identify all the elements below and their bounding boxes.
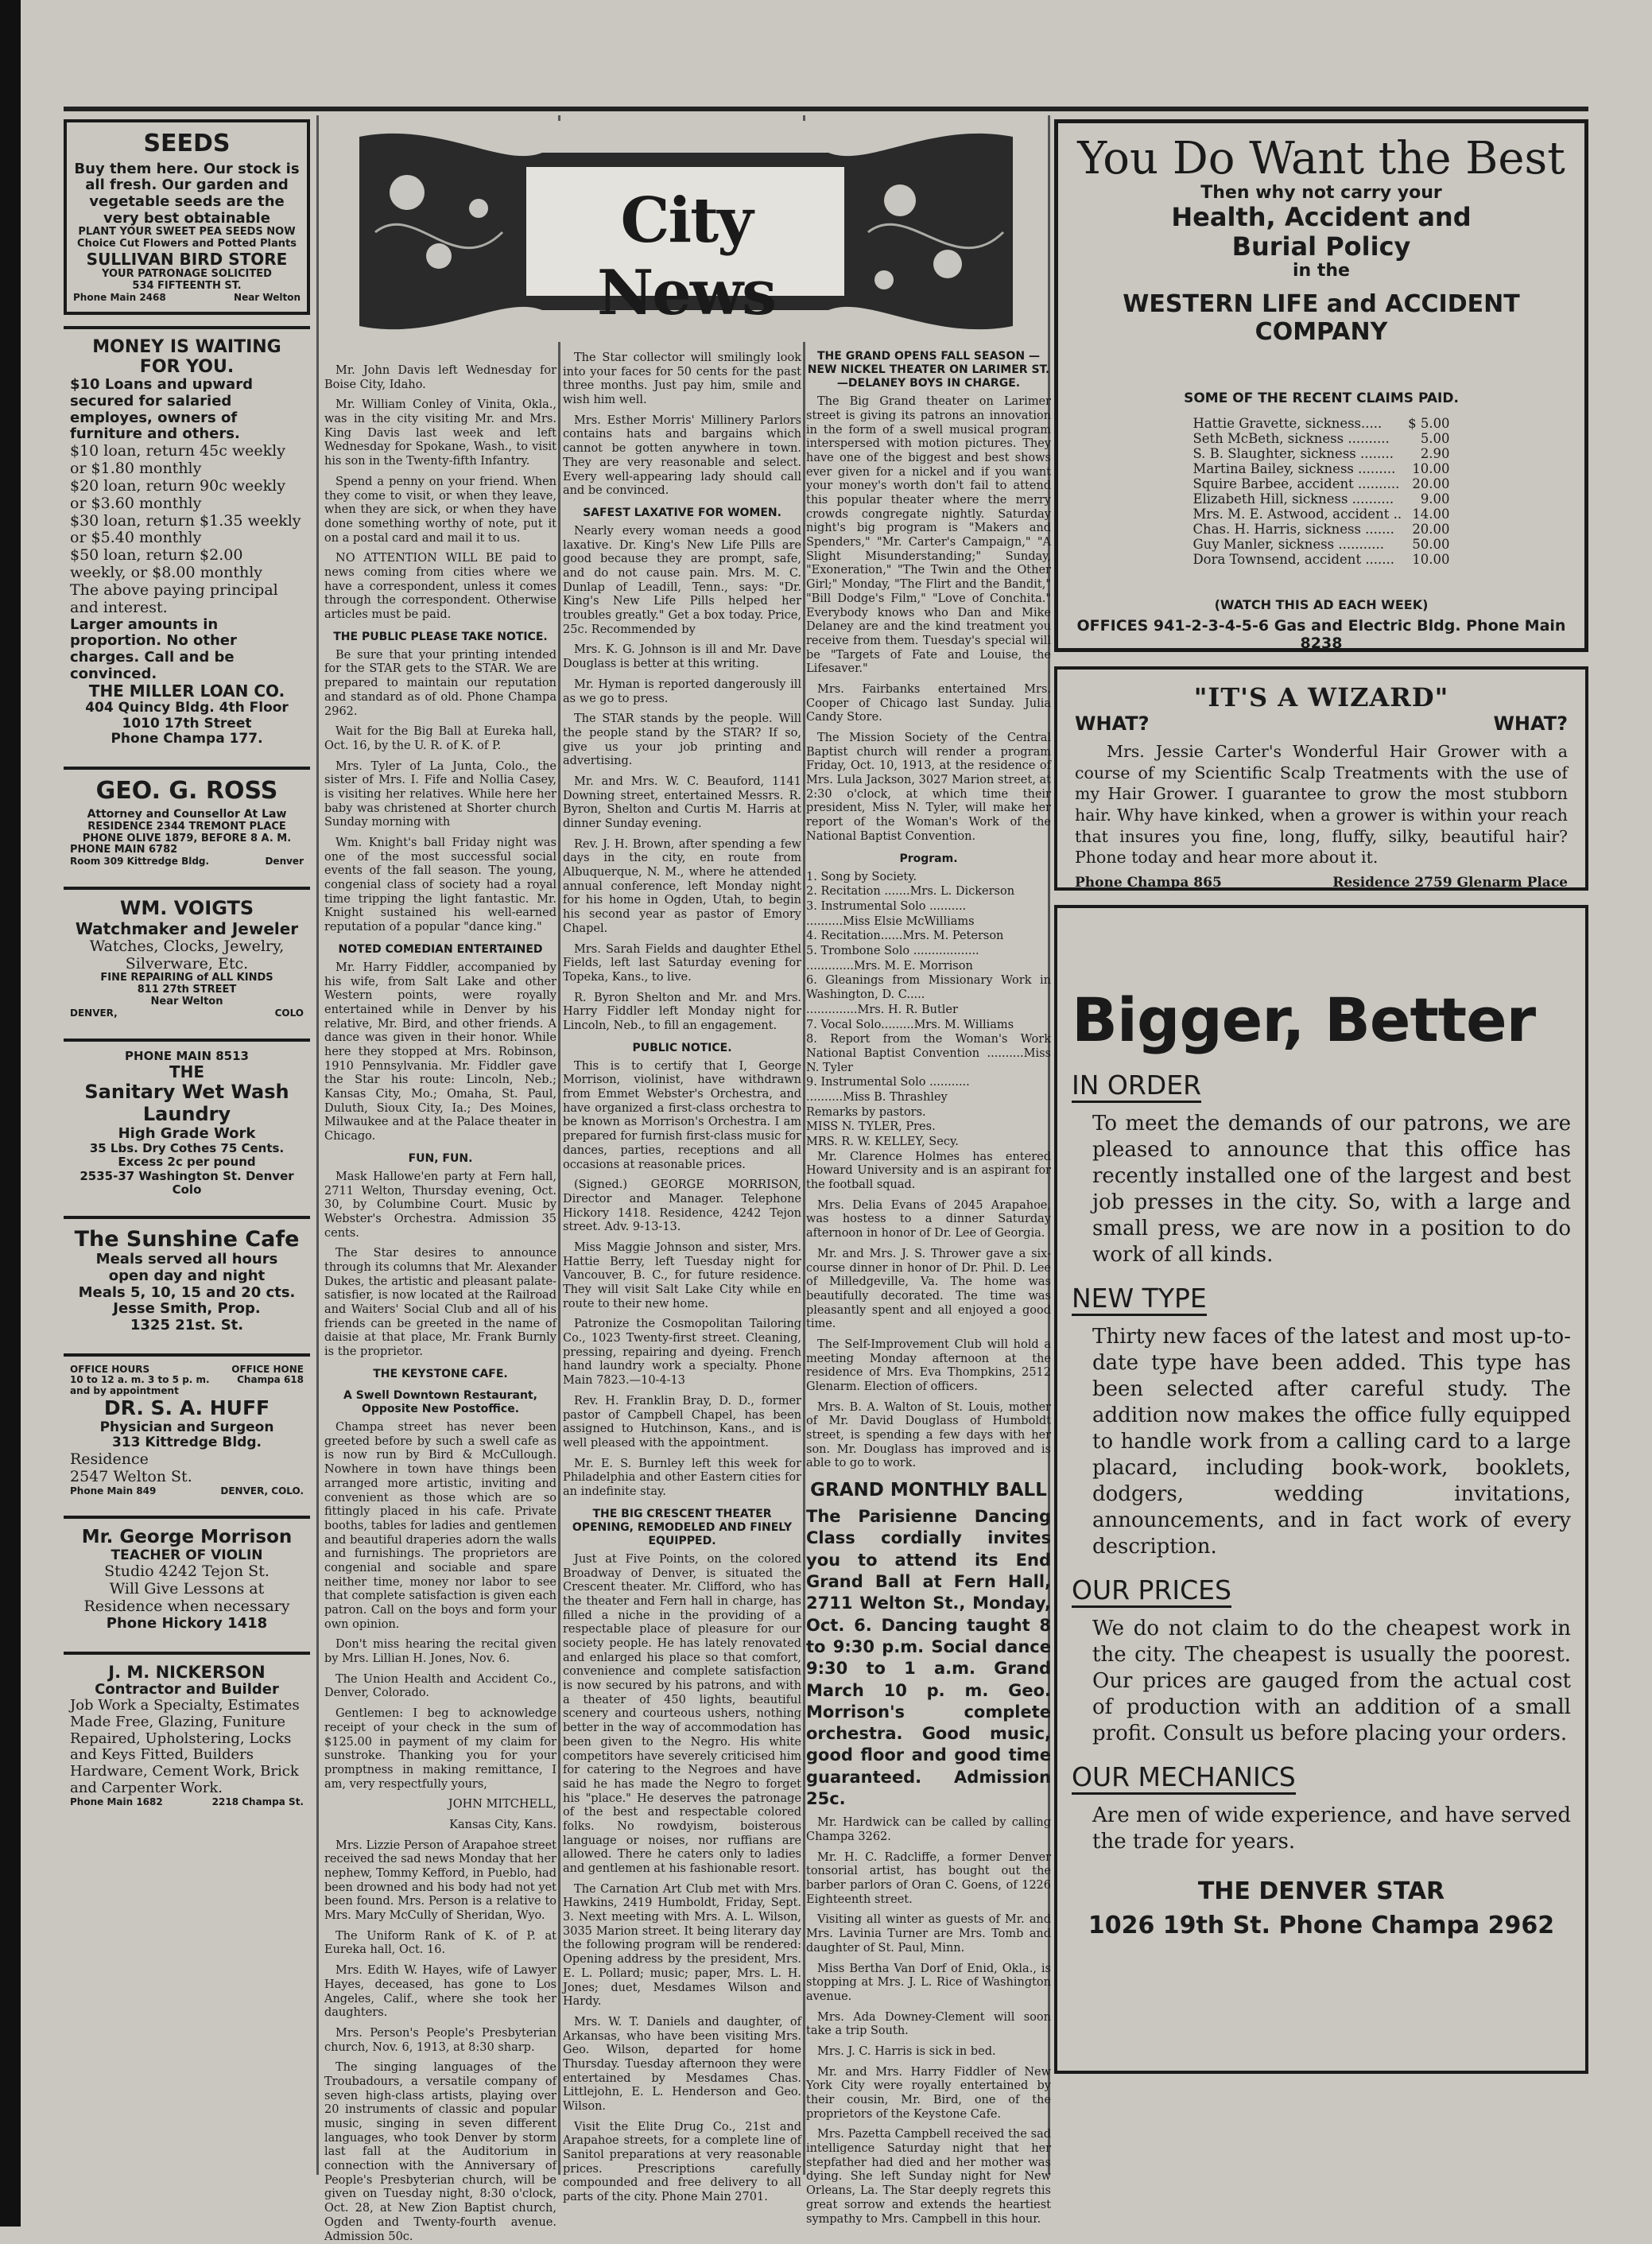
voigts-name: WM. VOIGTS: [119, 897, 254, 920]
news-item: Mr. E. S. Burnley left this week for Philadelphia and other Eastern cities for an indefinite stay.: [563, 1457, 801, 1498]
ross-room: Room 309 Kittredge Bldg.: [70, 856, 210, 868]
western-subhead: Then why not carry your: [1200, 182, 1442, 203]
loan-title: MONEY IS WAITING FOR YOU.: [92, 336, 281, 378]
headline: GRAND MONTHLY BALL: [810, 1480, 1047, 1501]
news-item: Mrs. Fairbanks entertained Mrs. Cooper of Chicago last Sunday. Julia Candy Store.: [806, 682, 1051, 724]
news-column-3: [806, 342, 1051, 2226]
news-item: Mr. H. C. Radcliffe, a former Denver tonsorial artist, has bought out the barber parlors of Oran C. Goens, of 1226 Eighteenth street.: [806, 1850, 1051, 1906]
claim-row: [1189, 552, 1452, 567]
news-item: Mask Hallowe'en party at Fern hall, 2711 Welton, Thursday evening, Oct. 30, by Columbine Court. Music by Webster's Orchestra. Admission 35 cents.: [324, 1170, 556, 1240]
news-item: Mrs. J. C. Harris is sick in bed.: [817, 2044, 996, 2058]
program-item: 8. Report from the Woman's Work National Baptist Convention ..........Miss N. Tyler: [806, 1033, 1051, 1074]
voigts-title: Watchmaker and Jeweler: [75, 918, 299, 938]
news-item: Wm. Knight's ball Friday night was one of the most successful social events of the fall season. The young, congenial class of society had a royal time tripping the light fantastic. Mr. Knight sustained his well-earned reputation of a popular "dance king.": [324, 837, 556, 934]
denver-star-address: 1026 19th St. Phone Champa 2962: [1088, 1912, 1555, 1940]
program-item: 7. Vocal Solo.........Mrs. M. Williams: [806, 1018, 1014, 1031]
news-item: Mr. Hyman is reported dangerously ill as we go to press.: [563, 677, 801, 705]
news-item: Mrs. Sarah Fields and daughter Ethel Fields, left last Saturday evening for Topeka, Kans., to live.: [563, 942, 801, 984]
wizard-body: Mrs. Jessie Carter's Wonderful Hair Grower with a course of my Scientific Scalp Treatments with the use of my Hair Grower. I guarantee to grow the most stubborn hair. Why have kinked, when a grower is within your reach that insures you fine, long, fluffy, silky, beautiful hair? Phone today and hear more about it.: [1075, 742, 1568, 868]
claims-heading: SOME OF THE RECENT CLAIMS PAID.: [1184, 390, 1459, 407]
section-in-order-text: To meet the demands of our patrons, we are pleased to announce that this office has recently installed one of the largest and best job presses in the city. So, with a large and small press, we are now in a position to do work of all kinds.: [1092, 1112, 1571, 1268]
news-item: Mrs. Ada Downey-Clement will soon take a trip South.: [806, 2010, 1051, 2038]
voigts-ad: [64, 887, 310, 1027]
denver-big-heading: Bigger, Better: [1072, 984, 1536, 1055]
claim-name: Elizabeth Hill, sickness ..........: [1192, 491, 1394, 507]
huff-title: Physician and Surgeon: [99, 1419, 274, 1435]
program-item: 1. Song by Society.: [806, 870, 917, 883]
news-item: The STAR stands by the people. Will the people stand by the STAR? If so, give us your job printing and advertising.: [563, 712, 801, 768]
huff-ad: [64, 1353, 310, 1505]
huff-office-label: OFFICE HONE: [231, 1363, 304, 1375]
news-item: The Self-Improvement Club will hold a meeting Monday afternoon at the residence of Mrs. Eva Thompkins, 2512 Glenarm. Election of officers.: [806, 1337, 1051, 1393]
sunshine-cafe-ad: [64, 1216, 310, 1341]
section-our-mechanics: OUR MECHANICS: [1072, 1761, 1296, 1795]
seeds-body: Buy them here. Our stock is all fresh. Our garden and vegetable seeds are the very best obtainable: [74, 160, 300, 227]
program-item: 9. Instrumental Solo ...........: [806, 1076, 970, 1089]
news-item: Mrs. Person's People's Presbyterian church, Nov. 6, 1913, at 8:30 sharp.: [324, 2026, 556, 2054]
news-item: Rev. J. H. Brown, after spending a few days in the city, en route from Albuquerque, N. M., where he attended annual conference, left Monday night for his home in Ogden, Utah, to begin his second year as pastor of Emory Chapel.: [563, 837, 801, 935]
news-item: Miss Maggie Johnson and sister, Mrs. Hattie Berry, left Tuesday night for Vancouver, B. C., for future residence. They will visit Salt Lake City while en route to their new home.: [563, 1240, 801, 1310]
seeds-near: Near Welton: [234, 292, 301, 303]
laundry-the: THE: [169, 1062, 205, 1082]
headline: THE BIG CRESCENT THEATER OPENING, REMODELED AND FINELY EQUIPPED.: [572, 1507, 793, 1547]
laundry-name: Sanitary Wet Wash Laundry: [84, 1081, 289, 1125]
seeds-store: SULLIVAN BIRD STORE: [86, 250, 288, 270]
wizard-hair-ad: [1054, 666, 1588, 891]
wizard-residence: Residence 2759 Glenarm Place: [1332, 874, 1568, 891]
column-rule: [803, 115, 805, 2175]
western-in-the: in the: [1293, 261, 1350, 281]
news-item: The Big Grand theater on Larimer street is giving its patrons an innovation in the form of a swell musical program interspersed with motion pictures. They have one of the biggest and best shows ever given for a nickel and if you want your money's worth don't fail to attend this popular theater where the merry crowds congregate nightly. Saturday night's big program is "Makers and Spenders," "Mr. Carter's Campaign," "A Slight Misunderstanding;" Sunday, "Exoneration," "The Twin and the Other Girl;" Monday, "The Flirt and the Bandit," "Bill Dodge's Film," "Love of Conchita." Everybody knows who Dan and Mike Delaney are and the kind treatment you receive from them. Tuesday's special will be "Targets of Fate and Louise, the Lifesaver.": [806, 395, 1051, 676]
claim-name: Guy Manler, sickness ...........: [1192, 537, 1385, 553]
nickerson-ad: [64, 1652, 310, 1816]
laundry-ad: [64, 1039, 310, 1205]
laundry-line2: 35 Lbs. Dry Cothes 75 Cents.: [89, 1141, 285, 1156]
news-item: Rev. H. Franklin Bray, D. D., former pastor of Campbell Chapel, has been assigned to Hutchinson, Kans., and is well pleased with the appointment.: [563, 1394, 801, 1450]
claim-amount: 10.00: [1412, 552, 1450, 568]
section-in-order: IN ORDER: [1072, 1070, 1201, 1103]
voigts-line2: FINE REPAIRING of ALL KINDS: [100, 972, 273, 984]
news-item: Mrs. Tyler of La Junta, Colo., the sister of Mrs. I. Fife and Nollia Casey, is visiting her relatives. While here her baby was christened at Shorter church Sunday morning with: [324, 759, 556, 829]
loan-line-1: $10 loan, return 45c weekly or $1.80 monthly: [70, 442, 285, 477]
news-item: Mrs. Pazetta Campbell received the sad intelligence Saturday night that her stepfather had died and her mother was dying. She left Sunday night for New Orleans, La. The Star deeply regrets this great sorrow and extends the heartiest sympathy to Mrs. Campbell in this hour.: [806, 2128, 1051, 2226]
program-item: 2. Recitation .......Mrs. L. Dickerson: [806, 885, 1015, 899]
news-item: Nearly every woman needs a good laxative. Dr. King's New Life Pills are good because they are prompt, safe, and do not cause pain. Mrs. M. C. Dunlap of Leadill, Tenn., says: "Dr. King's New Life Pills helped her troubles greatly." Get a box today. Price, 25c. Recommended by: [563, 524, 801, 636]
huff-city: DENVER, COLO.: [220, 1485, 304, 1497]
claim-amount: 10.00: [1412, 461, 1450, 477]
loan-address-2: 1010 17th Street: [122, 715, 252, 732]
huff-building: 313 Kittredge Bldg.: [112, 1435, 262, 1451]
laundry-phone: PHONE MAIN 8513: [125, 1049, 249, 1064]
headline: THE GRAND OPENS FALL SEASON —NEW NICKEL THEATER ON LARIMER ST.—DELANEY BOYS IN CHARGE.: [807, 350, 1050, 390]
claim-amount: 20.00: [1412, 522, 1450, 538]
headline: THE PUBLIC PLEASE TAKE NOTICE.: [333, 630, 548, 643]
news-item: Miss Bertha Van Dorf of Enid, Okla., is stopping at Mrs. J. L. Rice of Washington avenue.: [806, 1962, 1051, 2003]
news-item: Mrs. K. G. Johnson is ill and Mr. Dave Douglass is better at this writing.: [563, 643, 801, 671]
morrison-name: Mr. George Morrison: [81, 1527, 293, 1548]
section-our-prices-text: We do not claim to do the cheapest work in the city. The cheapest is usually the poorest. Our prices are gauged from the actual cost of production with an addition of a small profit. Consult us before placing your orders.: [1092, 1617, 1571, 1746]
nickerson-title: Contractor and Builder: [95, 1680, 279, 1698]
wizard-title: "IT'S A WIZARD": [1193, 682, 1449, 712]
news-item: Spend a penny on your friend. When they come to visit, or when they leave, when they are sick, or when they have done something worthy of note, put it on a postal card and mail it to us.: [324, 475, 556, 545]
news-item: Wait for the Big Ball at Eureka hall, Oct. 16, by the U. R. of K. of P.: [324, 725, 556, 752]
news-item: Patronize the Cosmopolitan Tailoring Co., 1023 Twenty-first street. Cleaning, pressing, repairing and dyeing. French hand laundry work a specialty. Phone Main 7823.—10-4-13: [563, 1318, 801, 1388]
loan-line-5: The above paying principal and interest.: [70, 580, 278, 616]
news-item: Mrs. W. T. Daniels and daughter, of Arkansas, who have been visiting Mrs. Geo. Wilson, departed for home Thursday. Tuesday afternoon they were entertained by Mesdames Chas. Littlejohn, E. L. Henderson and Geo. Wilson.: [563, 2015, 801, 2114]
ross-name: GEO. G. ROSS: [95, 776, 278, 805]
news-column-2: [563, 351, 801, 2204]
subheadline: A Swell Downtown Restaurant, Opposite New Postoffice.: [343, 1388, 537, 1416]
morrison-studio: Studio 4242 Tejon St.: [104, 1563, 270, 1581]
claim-name: Hattie Gravette, sickness.....: [1192, 416, 1382, 432]
program-item: ..............Mrs. H. R. Butler: [806, 1003, 958, 1016]
claim-row: [1189, 416, 1452, 431]
program-item: ..........Miss Elsie McWilliams: [806, 914, 975, 928]
laundry-line1: High Grade Work: [118, 1124, 256, 1142]
news-item: This is to certify that I, George Morrison, violinist, have withdrawn from Emmet Webster's Orchestra, and have organized a first-class orchestra to be known as Morrison's Orchestra. I am prepared for furnish first-class music for dances, parties, receptions and all occasions at reasonable prices.: [563, 1059, 801, 1171]
seeds-line3: YOUR PATRONAGE SOLICITED: [102, 268, 272, 281]
claim-amount: $ 5.00: [1408, 416, 1450, 432]
news-item: The Star collector will smilingly look into your faces for 50 cents for the past three months. Just pay him, smile and wish him well.: [563, 351, 801, 407]
news-item: NO ATTENTION WILL BE paid to news coming from cities where we have a correspondent, unless it comes through the correspondent. Otherwise articles must be paid.: [324, 552, 556, 621]
top-rule: [64, 107, 1588, 111]
news-item: Mrs. Edith W. Hayes, wife of Lawyer Hayes, deceased, has gone to Los Angeles, Calif., where she took her daughters.: [324, 1964, 556, 2020]
news-item: Mr. Harry Fiddler, accompanied by his wife, from Salt Lake and other Western points, were royally entertained while in Denver by his relative, Mr. Bird, and other friends. A dance was given in their honor. While here they stopped at Mrs. Robinson, 1910 Pennsylvania. Mr. Fiddler gave the Star his route: Lincoln, Neb.; Kansas City, Mo.; Omaha, St. Paul, Duluth, Sioux City, Ia.; Des Moines, Milwaukee and at the Palace theater in Chicago.: [324, 961, 556, 1143]
ross-residence: RESIDENCE 2344 TREMONT PLACE: [87, 820, 286, 833]
headline: FUN, FUN.: [408, 1151, 473, 1165]
news-item: Mr. and Mrs. Harry Fiddler of New York City were royally entertained by their cousin, Mr. Bird, one of the proprietors of the Keystone Cafe.: [806, 2065, 1051, 2121]
sunshine-line2: open day and night: [108, 1267, 266, 1284]
nickerson-body: Job Work a Specialty, Estimates Made Free, Glazing, Funiture Repaired, Upholstering, Locks and Keys Fitted, Builders Hardware, Cement Work, Brick and Carpenter Work.: [70, 1697, 300, 1796]
sunshine-address: 1325 21st. St.: [130, 1316, 244, 1334]
ross-phone-1: PHONE OLIVE 1879, BEFORE 8 A. M.: [82, 832, 292, 844]
ball-announcement: The Parisienne Dancing Class cordially invites you to attend its End Grand Ball at Fern Hall, 2711 Welton St., Monday, Oct. 6. Dancing taught 8 to 9:30 p.m. Social dance 9:30 to 1 a.m. Grand March 10 p. m. Geo. Morrison's complete orchestra. Good music, good floor and good time guaranteed. Admission 25c.: [806, 1507, 1051, 1809]
claim-row: [1189, 461, 1452, 476]
western-company: WESTERN LIFE and ACCIDENT COMPANY: [1123, 290, 1520, 347]
section-new-type: NEW TYPE: [1072, 1283, 1207, 1316]
news-item: Mrs. B. A. Walton of St. Louis, mother of Mr. David Douglass of Humboldt street, is spending a few days with her son. Mr. Douglass has improved and is able to go to work.: [806, 1400, 1051, 1470]
news-item: The Star desires to announce through its columns that Mr. Alexander Dukes, the artistic and pleasant palate-satisfier, is now located at the Railroad and Waiters' Social Club and all of his friends can be greeted in the name of daisie at that place, Mr. Frank Burnly is the proprietor.: [324, 1247, 556, 1359]
claim-amount: 20.00: [1412, 476, 1450, 492]
section-new-type-text: Thirty new faces of the latest and most up-to-date type have been added. This type has been selected after careful study. The addition now makes the office fully equipped to handle work from a calling card to a large placard, including book-work, booklets, dodgers, wedding invitations, announcements, and in fact work of every description.: [1092, 1325, 1571, 1559]
loan-line-3: $30 loan, return $1.35 weekly or $5.40 monthly: [70, 511, 301, 547]
laundry-line3: Excess 2c per pound: [118, 1155, 256, 1170]
huff-residence-address: 2547 Welton St.: [70, 1467, 192, 1485]
claim-amount: 5.00: [1420, 431, 1450, 447]
ross-phone-2: PHONE MAIN 6782: [70, 844, 178, 856]
claim-row: [1189, 446, 1452, 461]
loan-line-6: Larger amounts in proportion. No other charges. Call and be convinced.: [70, 615, 237, 682]
voigts-near: Near Welton: [150, 996, 223, 1008]
section-our-mechanics-text: Are men of wide experience, and have served the trade for years.: [1092, 1803, 1571, 1854]
news-item: Mrs. Delia Evans of 2045 Arapahoe, was hostess to a dinner Saturday afternoon in honor of Dr. Lee of Georgia.: [806, 1198, 1051, 1240]
western-policy-2: Burial Policy: [1231, 231, 1411, 262]
loan-phone: Phone Champa 177.: [111, 731, 263, 747]
sunshine-name: The Sunshine Cafe: [74, 1227, 300, 1252]
huff-residence-label: Residence: [70, 1450, 149, 1468]
news-item: Visit the Elite Drug Co., 21st and Arapahoe streets, for a complete line of Sanitol preparations at very reasonable prices. Prescriptions carefully compounded and free delivery to all parts of the city. Phone Main 2701.: [563, 2120, 801, 2204]
morrison-body: Will Give Lessons at Residence when necessary: [83, 1580, 290, 1616]
sunshine-line1: Meals served all hours: [95, 1251, 278, 1268]
claim-amount: 2.90: [1420, 446, 1450, 462]
claim-row: [1189, 537, 1452, 552]
voigts-address: 811 27th STREET: [137, 984, 237, 996]
claim-amount: 14.00: [1412, 507, 1450, 522]
huff-hours-label: OFFICE HOURS: [70, 1363, 150, 1375]
program-item: MISS N. TYLER, Pres.: [806, 1120, 936, 1134]
news-item: Just at Five Points, on the colored Broadway of Denver, is situated the Crescent theater. Mr. Clifford, who has the theater and Fern hall in charge, has filled a niche in the providing of a respectable place of pleasure for our society people. He has lately renovated and enlarged his place so that comfort, convenience and complete satisfaction is now secured by his patrons, and with a theater of 450 lights, beautiful scenery and courteous ushers, nothing better in the way of accommodation has been given to the Negro. His white competitors have severely criticised him for catering to the Negroes and have said he has made the Negro to forget his "place." He deserves the patronage of the best and respectable colored folks. No rowdyism, boisterous language or noises, nor ruffians are allowed. There he caters only to ladies and gentlemen at his fashionable resort.: [563, 1552, 801, 1876]
voigts-state: COLO: [274, 1007, 304, 1019]
wizard-what-left: WHAT?: [1075, 712, 1150, 735]
loan-ad: [64, 326, 310, 755]
program-heading: Program.: [899, 852, 958, 865]
claim-name: Squire Barbee, accident ..........: [1192, 476, 1400, 492]
western-policy-1: Health, Accident and: [1171, 201, 1472, 232]
claim-amount: 9.00: [1420, 491, 1450, 507]
news-item: Mr. and Mrs. J. S. Thrower gave a six-course dinner in honor of Dr. Phil. D. Lee of Milledgeville, Va. The home was beautifully decorated. The time was pleasantly spent and all enjoyed a good time.: [806, 1247, 1051, 1331]
huff-office-phone: Champa 618: [237, 1374, 304, 1386]
news-item: Mr. Hardwick can be called by calling Champa 3262.: [806, 1816, 1051, 1844]
claim-name: Chas. H. Harris, sickness .......: [1192, 522, 1394, 538]
western-headline: You Do Want the Best: [1077, 133, 1565, 184]
headline: SAFEST LAXATIVE FOR WOMEN.: [583, 506, 781, 519]
right-ad-column: [1054, 119, 1588, 2187]
headline: PUBLIC NOTICE.: [632, 1041, 732, 1054]
wizard-what-right: WHAT?: [1493, 712, 1568, 735]
wizard-phone: Phone Champa 865: [1075, 874, 1222, 891]
claim-row: [1189, 476, 1452, 491]
morrison-title: TEACHER OF VIOLIN: [111, 1547, 263, 1563]
voigts-city: DENVER,: [70, 1007, 118, 1019]
loan-address-1: 404 Quincy Bldg. 4th Floor: [85, 700, 289, 716]
news-item: Mr. and Mrs. W. C. Beauford, 1141 Downing street, entertained Messrs. R. Byron, Shelton and Curtis M. Harris at dinner Sunday evening.: [563, 775, 801, 831]
program-list: [806, 871, 1051, 1150]
sunshine-line3: Meals 5, 10, 15 and 20 cts.: [78, 1283, 296, 1301]
claim-row: [1189, 522, 1452, 537]
news-item: Gentlemen: I beg to acknowledge receipt of your check in the sum of $125.00 in payment of my claim for sunstroke. Thanking you for your promptness in making remittance, I am, very respectfully yours,: [324, 1707, 556, 1791]
headline: NOTED COMEDIAN ENTERTAINED: [338, 942, 543, 956]
headline: THE KEYSTONE CAFE.: [373, 1367, 508, 1380]
huff-hours: 10 to 12 a. m. 3 to 5 p. m. and by appointment: [70, 1374, 210, 1397]
program-item: 3. Instrumental Solo ..........: [806, 900, 967, 913]
western-offices: OFFICES 941-2-3-4-5-6 Gas and Electric Bldg. Phone Main 8238: [1076, 617, 1566, 653]
laundry-address: 2535-37 Washington St. Denver Colo: [79, 1168, 294, 1197]
program-item: .............Mrs. M. E. Morrison: [806, 959, 973, 973]
claim-row: [1189, 491, 1452, 507]
loan-intro: $10 Loans and upward secured for salaried employes, owners of furniture and others.: [70, 376, 253, 443]
nickerson-phone: Phone Main 1682: [70, 1796, 163, 1807]
news-item: The Union Health and Accident Co., Denver, Colorado.: [324, 1672, 556, 1700]
news-item: The Uniform Rank of K. of P. at Eureka hall, Oct. 16.: [324, 1929, 556, 1957]
news-item: Mr. William Conley of Vinita, Okla., was in the city visiting Mr. and Mrs. King Davis last week and left Wednesday for Spokane, Wash., to visit his son in the Twenty-fifth Infantry.: [324, 398, 556, 468]
news-item: Visiting all winter as guests of Mr. and Mrs. Lavinia Turner are Mrs. Tomb and daughter of St. Paul, Minn.: [806, 1913, 1051, 1955]
program-item: Remarks by pastors.: [806, 1105, 926, 1119]
claim-name: Mrs. M. E. Astwood, accident ..: [1192, 507, 1402, 522]
ross-city: Denver: [265, 856, 304, 868]
huff-name: DR. S. A. HUFF: [103, 1396, 270, 1420]
program-item: MRS. R. W. KELLEY, Secy.: [806, 1136, 959, 1148]
news-item: Mr. John Davis left Wednesday for Boise City, Idaho.: [324, 364, 556, 391]
claim-row: [1189, 431, 1452, 446]
morrison-ad: [64, 1516, 310, 1640]
denver-star-name: THE DENVER STAR: [1197, 1877, 1445, 1906]
city-news-masthead: [343, 121, 1029, 342]
program-item: 4. Recitation......Mrs. M. Peterson: [806, 930, 1004, 943]
news-item: Mrs. Esther Morris' Millinery Parlors contains hats and bargains which cannot be gotten anywhere in town. They are very reasonable and select. Every well-appearing lady should call and be convinced.: [563, 413, 801, 498]
seeds-line2: Choice Cut Flowers and Potted Plants: [77, 238, 297, 250]
huff-residence-phone: Phone Main 849: [70, 1485, 157, 1497]
nickerson-name: J. M. NICKERSON: [108, 1662, 266, 1682]
section-our-prices: OUR PRICES: [1072, 1574, 1231, 1608]
claim-name: Dora Townsend, accident .......: [1192, 552, 1395, 568]
ross-ad: [64, 767, 310, 875]
news-item: Champa street has never been greeted before by such a swell cafe as is now run by Bird & McCullough. Nowhere in town have things been arranged more artistic, inviting and convenient as those which are so fittingly placed in his cafe. Private booths, tables for ladies and gentlemen and beautiful draperies adorn the walls and furnishings. The proprietors are congenial and sociable and spare neither time, money nor labor to see that complete satisfaction is given each patron. Call on the boys and form your own opinion.: [324, 1421, 556, 1631]
seeds-title: SEEDS: [143, 130, 231, 157]
news-item: Don't miss hearing the recital given by Mrs. Lillian H. Jones, Nov. 6.: [324, 1638, 556, 1666]
program-item: 5. Trombone Solo ..................: [806, 945, 979, 958]
loan-line-4: $50 loan, return $2.00 weekly, or $8.00 monthly: [70, 546, 262, 582]
ross-title: Attorney and Counsellor At Law: [87, 808, 287, 821]
loan-line-2: $20 loan, return 90c weekly or $3.60 monthly: [70, 476, 285, 512]
news-item: The Carnation Art Club met with Mrs. Hawkins, 2419 Humboldt, Friday, Sept. 3. Next meeting with Mrs. A. L. Wilson, 3035 Marion street. It being literary day the following program will be rendered: Opening address by the president, Mrs. E. L. Pollard; music; paper, Mrs. L. H. Jones; duet, Mesdames Wilson and Hardy.: [563, 1882, 801, 2009]
western-watch-note: (WATCH THIS AD EACH WEEK): [1214, 597, 1429, 613]
news-column-1: [324, 364, 556, 2243]
claims-table: [1189, 416, 1452, 567]
news-item: Mr. Clarence Holmes has entered Howard University and is an aspirant for the football squad.: [806, 1150, 1051, 1192]
news-item: The singing languages of the Troubadours, a versatile company of seven high-class artists, playing over 20 instruments of classic and popular music, singing in seven different languages, who took Denver by storm last fall at the Auditorium in connection with the Anniversary of People's Presbyterian church, will be given on Tuesday night, 8:30 o'clock, Oct. 28, at New Zion Baptist church, Ogden and Twenty-fourth avenue. Admission 50c.: [324, 2061, 556, 2243]
column-rule: [558, 115, 560, 2175]
voigts-line1: Watches, Clocks, Jewelry, Silverware, Etc.: [89, 937, 285, 973]
seeds-phone: Phone Main 2468: [73, 292, 166, 303]
loan-company: THE MILLER LOAN CO.: [88, 681, 285, 701]
page-title: City News: [597, 184, 775, 329]
column-rule: [316, 115, 319, 2175]
news-item: R. Byron Shelton and Mr. and Mrs. Harry Fiddler left Monday night for Lincoln, Neb., to fill an engagement.: [563, 991, 801, 1032]
claim-name: Seth McBeth, sickness ..........: [1192, 431, 1390, 447]
seeds-address: 534 FIFTEENTH ST.: [132, 280, 242, 293]
news-item: (Signed.) GEORGE MORRISON, Director and Manager. Telephone Hickory 1418. Residence, 4242 Tejon street. Adv. 9-13-13.: [563, 1178, 801, 1234]
news-item: The Mission Society of the Central Baptist church will render a program Friday, Oct. 10, 1913, at the residence of Mrs. Lula Jackson, 3027 Marion street, at 2:30 o'clock, at which time their president, Miss N. Tyler, will make her report of the Woman's Work of the National Baptist Convention.: [806, 732, 1051, 843]
signature: JOHN MITCHELL,: [448, 1798, 556, 1811]
seeds-ad: [64, 119, 310, 315]
claim-amount: 50.00: [1412, 537, 1450, 553]
news-item: Be sure that your printing intended for the STAR gets to the STAR. We are prepared to maintain our reputation and standard as of old. Phone Champa 2962.: [324, 648, 556, 718]
signature-place: Kansas City, Kans.: [449, 1818, 556, 1831]
news-item: Mrs. Lizzie Person of Arapahoe street received the sad news Monday that her nephew, Tommy Kefford, in Pueblo, had been drowned and his body had not yet been found. Mrs. Person is a relative to Mrs. Mary McCully of Sheridan, Wyo.: [324, 1838, 556, 1923]
program-item: ..........Miss B. Thrashley: [806, 1090, 948, 1104]
nickerson-address: 2218 Champa St.: [211, 1796, 304, 1807]
claim-name: Martina Bailey, sickness .........: [1192, 461, 1396, 477]
morrison-phone: Phone Hickory 1418: [106, 1614, 268, 1632]
claim-name: S. B. Slaughter, sickness ........: [1192, 446, 1394, 462]
program-item: 6. Gleanings from Missionary Work in Washington, D. C.....: [806, 974, 1051, 1002]
left-ad-column: [64, 119, 310, 2187]
sunshine-prop: Jesse Smith, Prop.: [113, 1300, 261, 1318]
claim-row: [1189, 507, 1452, 522]
seeds-line1: PLANT YOUR SWEET PEA SEEDS NOW: [78, 226, 296, 239]
denver-star-ad: [1054, 905, 1588, 2074]
western-life-ad: [1054, 119, 1588, 652]
